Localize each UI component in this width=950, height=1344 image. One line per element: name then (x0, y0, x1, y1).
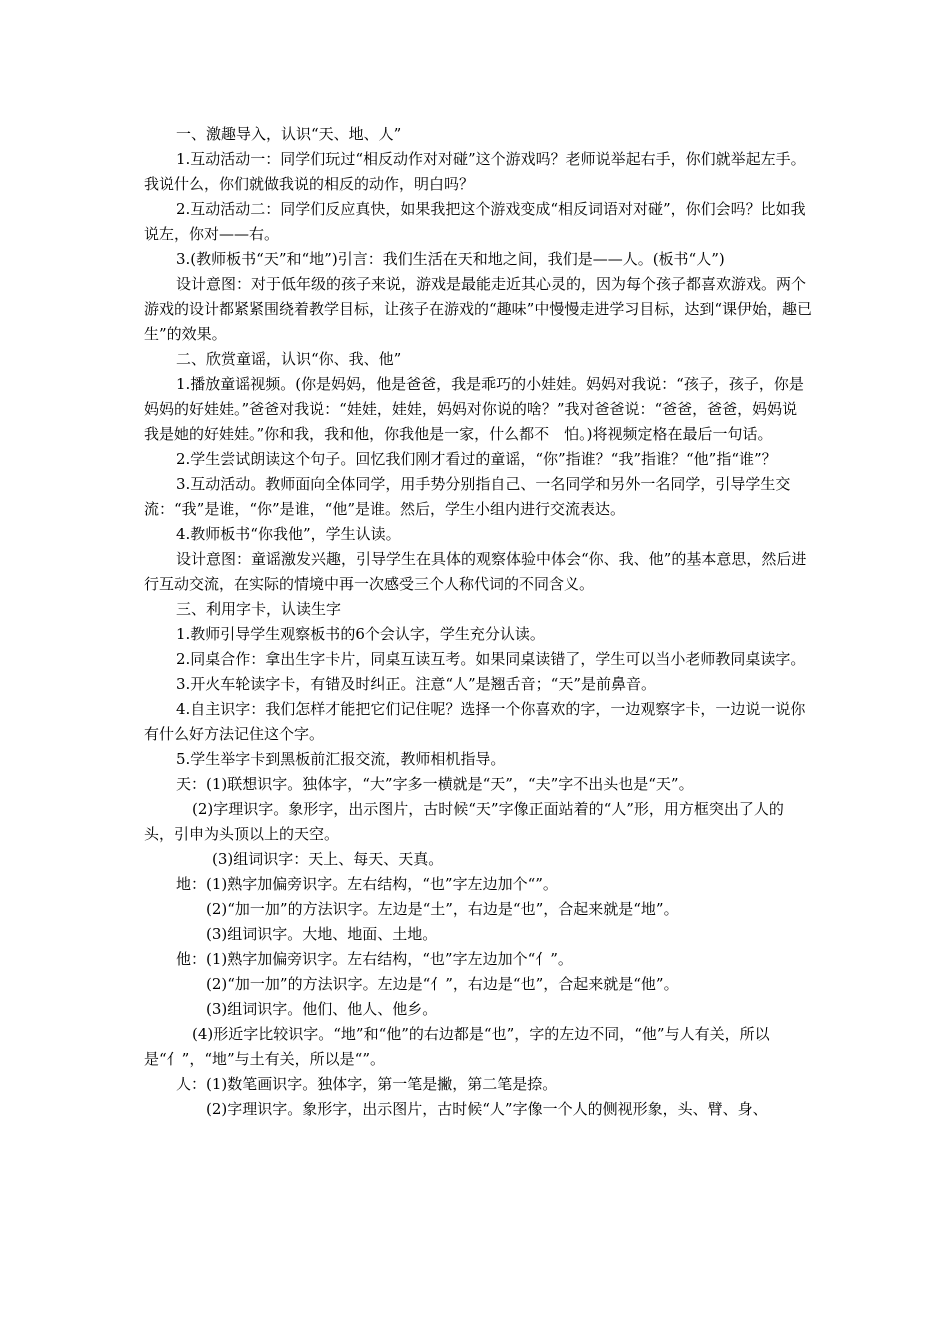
paragraph: 5.学生举字卡到黑板前汇报交流，教师相机指导。 (176, 750, 506, 768)
character-tian-item: (2)字理识字。象形字，出示图片，古时候“天”字像正面站着的“人”形，用方框突出了人的头，引申为头顶以上的天空。 (144, 800, 784, 843)
paragraph: 2.同桌合作：拿出生字卡片，同桌互读互考。如果同桌读错了，学生可以当小老师教同桌读字。 (176, 650, 806, 668)
character-ren-item: (2)字理识字。象形字，出示图片，古时候“人”字像一个人的侧视形象，头、臂、身、 (206, 1100, 768, 1118)
paragraph: 3.开火车轮读字卡，有错及时纠正。注意“人”是翘舌音；“天”是前鼻音。 (176, 675, 656, 693)
character-di-item: (3)组词识字。大地、地面、土地。 (206, 925, 438, 943)
paragraph: 1.互动活动一：同学们玩过“相反动作对对碰”这个游戏吗？老师说举起右手，你们就举起左手。我说什么，你们就做我说的相反的动作，明白吗？ (144, 150, 806, 193)
section-heading-2: 二、欣赏童谣，认识“你、我、他” (176, 350, 402, 368)
paragraph: 3.互动活动。教师面向全体同学，用手势分别指自己、一名同学和另外一名同学，引导学生交流：“我”是谁，“你”是谁，“他”是谁。然后，学生小组内进行交流表达。 (144, 475, 791, 518)
paragraph: 2.学生尝试朗读这个句子。回忆我们刚才看过的童谣，“你”指谁？“我”指谁？“他”指“谁”？ (176, 450, 777, 468)
character-ren-item: 人：(1)数笔画识字。独体字，第一笔是撇，第二笔是捺。 (176, 1075, 558, 1093)
paragraph: 1.播放童谣视频。(你是妈妈，他是爸爸，我是乖巧的小娃娃。妈妈对我说：“孩子，孩子，你是妈妈的好娃娃。”爸爸对我说：“娃娃，娃娃，妈妈对你说的啥？”我对爸爸说：“爸爸，爸爸，妈妈说我是她的好娃娃。”你和我，我和他，你我他是一家，什么都不 怕。)将视频定格在最后一句话。 (144, 375, 804, 443)
character-ta-item: (3)组词识字。他们、他人、他乡。 (206, 1000, 438, 1018)
character-ta-item: (2)“加一加”的方法识字。左边是“亻”，右边是“也”，合起来就是“他”。 (206, 975, 679, 993)
document-page (144, 122, 812, 1122)
section-heading-3: 三、利用字卡，认读生字 (176, 600, 342, 618)
character-ta-item: 他：(1)熟字加偏旁识字。左右结构，“也”字左边加个“亻”。 (176, 950, 573, 968)
paragraph: 3.(教师板书“天”和“地”)引言：我们生活在天和地之间，我们是——人。(板书“人”) (176, 250, 725, 268)
paragraph: 2.互动活动二：同学们反应真快，如果我把这个游戏变成“相反词语对对碰”，你们会吗？比如我说左，你对——右。 (144, 200, 806, 243)
paragraph: 1.教师引导学生观察板书的6个会认字，学生充分认读。 (176, 625, 545, 643)
character-tian-item: 天：(1)联想识字。独体字，“大”字多一横就是“天”，“夫”字不出头也是“天”。 (176, 775, 694, 793)
character-ta-item: (4)形近字比较识字。“地”和“他”的右边都是“也”，字的左边不同，“他”与人有关，所以是“亻”，“地”与土有关，所以是“”。 (144, 1025, 770, 1068)
design-intent-paragraph: 设计意图：对于低年级的孩子来说，游戏是最能走近其心灵的，因为每个孩子都喜欢游戏。两个游戏的设计都紧紧围绕着教学目标，让孩子在游戏的“趣味”中慢慢走进学习目标，达到“课伊始，趣已生”的效果。 (144, 275, 813, 343)
character-tian-item: (3)组词识字：天上、每天、天真。 (212, 850, 444, 868)
section-heading-1: 一、激趣导入，认识“天、地、人” (176, 125, 402, 143)
paragraph: 4.自主识字：我们怎样才能把它们记住呢？选择一个你喜欢的字，一边观察字卡，一边说一说你有什么好方法记住这个字。 (144, 700, 806, 743)
paragraph: 4.教师板书“你我他”，学生认读。 (176, 525, 401, 543)
character-di-item: 地：(1)熟字加偏旁识字。左右结构，“也”字左边加个“”。 (176, 875, 558, 893)
design-intent-paragraph: 设计意图：童谣激发兴趣，引导学生在具体的观察体验中体会“你、我、他”的基本意思，然后进行互动交流，在实际的情境中再一次感受三个人称代词的不同含义。 (144, 550, 807, 593)
character-di-item: (2)“加一加”的方法识字。左边是“土”，右边是“也”，合起来就是“地”。 (206, 900, 679, 918)
